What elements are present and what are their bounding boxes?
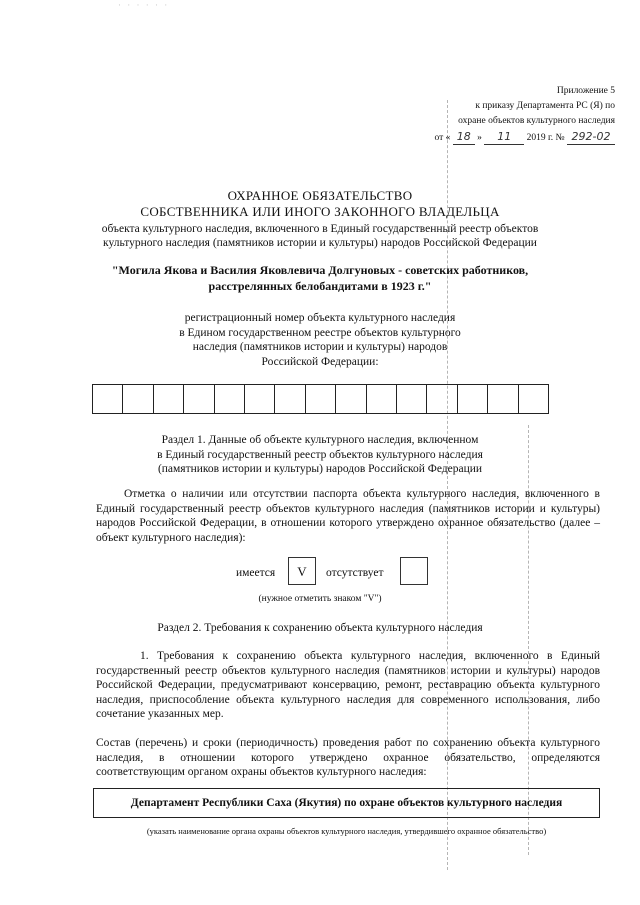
title-line-2: СОБСТВЕННИКА ИЛИ ИНОГО ЗАКОННОГО ВЛАДЕЛЬЦА	[140, 204, 500, 219]
registration-line-2: в Едином государственном реестре объектов культурного	[179, 326, 461, 339]
authority-name-box: Департамент Республики Саха (Якутия) по охране объектов культурного наследия	[93, 788, 600, 818]
document-subtitle	[70, 222, 570, 250]
absent-checkbox[interactable]	[400, 557, 428, 585]
subtitle-line-2: культурного наследия (памятников истории и культуры) народов Российской Федерации	[103, 237, 537, 249]
passport-check-row	[0, 557, 640, 591]
registration-digit-box	[275, 385, 305, 413]
present-label: имеется	[236, 567, 276, 579]
registration-caption	[150, 311, 490, 369]
registration-digit-box	[336, 385, 366, 413]
registration-digit-box	[123, 385, 153, 413]
registration-line-3: наследия (памятников истории и культуры) народов	[192, 341, 448, 353]
registration-digit-box	[306, 385, 336, 413]
section-1-line-3: (памятников истории и культуры) народов Российской Федерации	[157, 463, 483, 475]
document-title	[60, 188, 580, 220]
registration-digit-box	[397, 385, 427, 413]
date-prefix: от «	[434, 133, 451, 143]
order-number: 292-02	[567, 129, 615, 145]
date-day: 18	[453, 129, 475, 145]
registration-digit-box	[93, 385, 123, 413]
appendix-line-2: к приказу Департамента РС (Я) по	[475, 101, 615, 111]
appendix-header	[375, 84, 615, 146]
registration-line-1: регистрационный номер объекта культурного наследия	[184, 312, 456, 324]
subtitle-line-1: объекта культурного наследия, включенного в Единый государственный реестр объектов	[101, 223, 539, 235]
scan-artifact: · · · · · ·	[118, 0, 170, 10]
section-1-heading	[110, 433, 530, 477]
check-note: (нужное отметить знаком "V")	[258, 594, 382, 604]
composition-paragraph-text: Состав (перечень) и сроки (периодичность) проведения работ по сохранению объекта культурного наследия, в отношении которого утверждено охранное обязательство, определяются соответствующим органом охраны объектов культурного наследия:	[96, 737, 600, 778]
date-year: 2019 г. №	[526, 133, 565, 143]
registration-digit-box	[367, 385, 397, 413]
title-line-1: ОХРАННОЕ ОБЯЗАТЕЛЬСТВО	[227, 188, 413, 203]
object-name-line-2: расстрелянных белобандитами в 1923 г."	[208, 279, 432, 293]
appendix-line-1: Приложение 5	[556, 86, 615, 96]
registration-digit-box	[245, 385, 275, 413]
present-checkbox[interactable]: V	[288, 557, 316, 585]
registration-line-4: Российской Федерации:	[261, 355, 379, 368]
passport-paragraph	[96, 487, 600, 545]
registration-digit-box	[458, 385, 488, 413]
absent-label: отсутствует	[326, 567, 384, 579]
section-1-line-2: в Единый государственный реестр объектов культурного наследия	[157, 448, 483, 461]
passport-paragraph-text: Отметка о наличии или отсутствии паспорта объекта культурного наследия, включенного в Единый государственный реестр объектов культурного наследия (памятников истории и культуры) народов Российской Федерации, в отношении которого утверждено охранное обязательство (далее – объект культурного наследия):	[96, 488, 600, 544]
registration-digit-box	[215, 385, 245, 413]
object-name	[70, 262, 570, 294]
requirements-paragraph-text: 1. Требования к сохранению объекта культурного наследия, включенного в Единый государственный реестр объектов культурного наследия (памятников истории и культуры) народов Российской Федерации, предусматривают консервацию, ремонт, реставрацию объекта культурного наследия, приспособление объекта культурного наследия для современного использования, либо сочетание указанных мер.	[96, 650, 600, 720]
registration-digit-box	[488, 385, 518, 413]
composition-paragraph	[96, 736, 600, 780]
registration-digit-box	[154, 385, 184, 413]
appendix-line-3: охране объектов культурного наследия	[458, 116, 615, 126]
registration-digit-box	[519, 385, 548, 413]
appendix-date-line	[375, 129, 615, 146]
date-month: 11	[484, 129, 524, 145]
object-name-line-1: "Могила Якова и Василия Яковлевича Долгуновых - советских работников,	[111, 263, 529, 277]
date-mid: »	[477, 133, 482, 143]
section-1-line-1: Раздел 1. Данные об объекте культурного наследия, включенном	[161, 434, 479, 446]
registration-number-boxes	[92, 384, 549, 414]
section-2-heading: Раздел 2. Требования к сохранению объекта культурного наследия	[157, 622, 483, 634]
requirements-paragraph	[96, 649, 600, 722]
registration-digit-box	[427, 385, 457, 413]
authority-note: (указать наименование органа охраны объектов культурного наследия, утвердившего охранное обязательство)	[146, 826, 547, 836]
registration-digit-box	[184, 385, 214, 413]
